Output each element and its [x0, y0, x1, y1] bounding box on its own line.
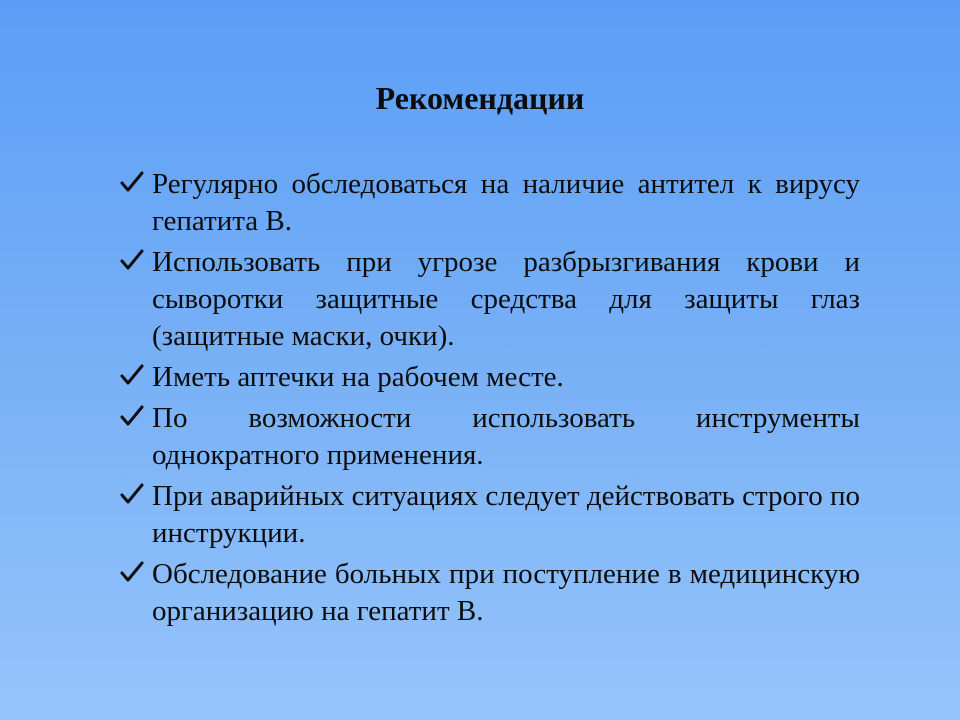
- list-item-text: Иметь аптечки на рабочем месте.: [152, 361, 564, 393]
- list-item-text: Регулярно обследоваться на наличие антител к вирусу гепатита В.: [152, 168, 860, 237]
- list-item: [118, 556, 860, 630]
- list-item: [118, 400, 860, 474]
- check-mark-icon: [118, 168, 146, 196]
- list-item-text: При аварийных ситуациях следует действовать строго по инструкции.: [152, 480, 860, 549]
- check-mark-icon: [118, 361, 146, 389]
- list-item: [118, 166, 860, 240]
- check-mark-icon: [118, 246, 146, 274]
- check-mark-icon: [118, 402, 146, 430]
- recommendations-list: [118, 166, 860, 634]
- list-item: [118, 478, 860, 552]
- slide-title: Рекомендации: [375, 80, 585, 116]
- list-item: [118, 359, 860, 396]
- list-item-text: Использовать при угрозе разбрызгивания крови и сыворотки защитные средства для защиты глаз (защитные маски, очки).: [152, 246, 860, 352]
- check-mark-icon: [118, 558, 146, 586]
- list-item-text: По возможности использовать инструменты однократного применения.: [152, 402, 860, 471]
- list-item: [118, 244, 860, 355]
- list-item-text: Обследование больных при поступление в медицинскую организацию на гепатит В.: [152, 558, 860, 627]
- check-mark-icon: [118, 480, 146, 508]
